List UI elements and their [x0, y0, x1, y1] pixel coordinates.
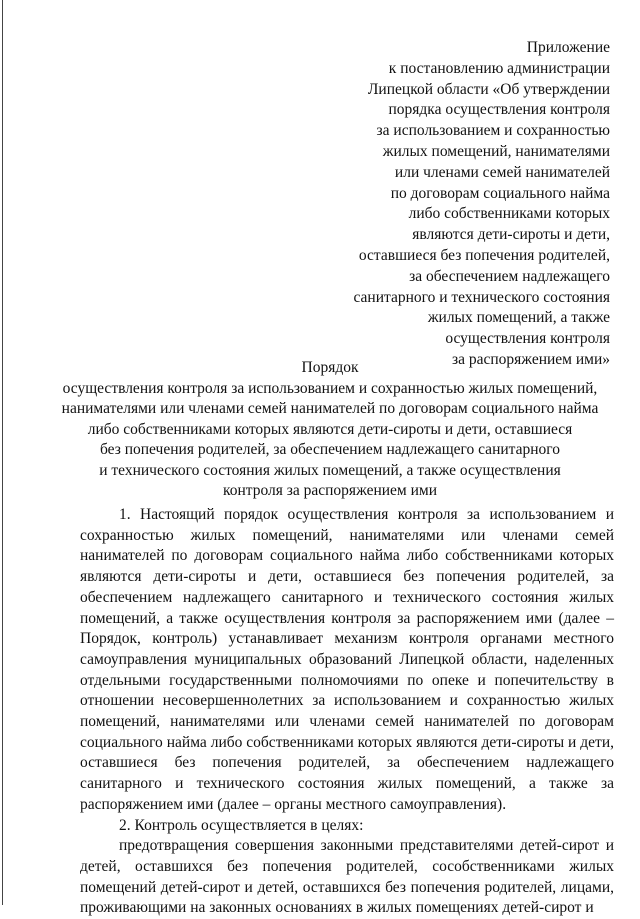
- appendix-line: осуществления контроля: [445, 330, 610, 348]
- appendix-line: жилых помещений, нанимателями: [382, 142, 610, 160]
- appendix-line: за распоряжением ими»: [452, 350, 610, 368]
- paragraph: 2. Контроль осуществляется в целях:: [119, 816, 364, 834]
- appendix-line: Липецкой области «Об утверждении: [367, 80, 610, 98]
- appendix-line: санитарного и технического состояния: [353, 288, 610, 306]
- appendix-line: Приложение: [526, 39, 610, 56]
- appendix-line: за обеспечением надлежащего: [409, 267, 610, 285]
- title-line: Порядок: [301, 359, 359, 376]
- title-line: либо собственниками которых являются дети-сироты и дети, оставшиеся: [87, 420, 573, 438]
- appendix-line: к постановлению администрации: [388, 59, 610, 77]
- appendix-line: по договорам социального найма: [390, 184, 610, 202]
- appendix-line: оставшиеся без попечения родителей,: [358, 246, 610, 264]
- title-line: без попечения родителей, за обеспечением надлежащего санитарного: [99, 441, 561, 458]
- appendix-line: либо собственниками которых: [408, 205, 610, 223]
- document-title: [60, 358, 600, 502]
- paragraph: 1. Настоящий порядок осуществления контроля за использованием и сохранностью жилых помещений, нанимателями или членами семей нанимателей по договорам социального найма либо собственниками которых являются дети-сироты и дети, оставшиеся без попечения родителей, за обеспечением надлежащего санитарного и технического состояния жилых помещений, а также осуществления контроля за распоряжением ими (далее – Порядок, контроль) устанавливает механизм контроля органами местного самоуправления муниципальных образований Липецкой области, наделенных отдельными государственными полномочиями по опеке и попечительству в отношении несовершеннолетних за использованием и сохранностью жилых помещений, нанимателями или членами семей нанимателей по договорам социального найма либо собственниками которых являются дети-сироты и дети, оставшиеся без попечения родителей, за обеспечением надлежащего санитарного и технического состояния жилых помещений, а также за распоряжением ими (далее – органы местного самоуправления).: [80, 506, 614, 813]
- appendix-line: за использованием и сохранностью: [376, 122, 610, 140]
- appendix-line: или членами семей нанимателей: [394, 163, 610, 181]
- appendix-line: являются дети-сироты и дети,: [412, 226, 610, 244]
- appendix-line: порядка осуществления контроля: [388, 101, 610, 119]
- title-line: нанимателями или членами семей нанимателей по договорам социального найма: [61, 400, 599, 417]
- title-line: и технического состояния жилых помещений, а также осуществления: [99, 461, 561, 479]
- appendix-line: жилых помещений, а также: [427, 309, 610, 327]
- paragraph: предотвращения совершения законными представителями детей-сирот и детей, оставшихся без попечения родителей, сособственниками жилых помещений детей-сирот и детей, оставшихся без попечения родителей, лицами, проживающими на законных основаниях в жилых помещениях детей-сирот и: [80, 837, 614, 917]
- appendix-header: [290, 38, 610, 371]
- title-line: осуществления контроля за использованием и сохранностью жилых помещений,: [62, 379, 598, 397]
- page-left-edge: [2, 0, 3, 905]
- title-line: контроля за распоряжением ими: [222, 482, 438, 499]
- document-body: [80, 505, 614, 919]
